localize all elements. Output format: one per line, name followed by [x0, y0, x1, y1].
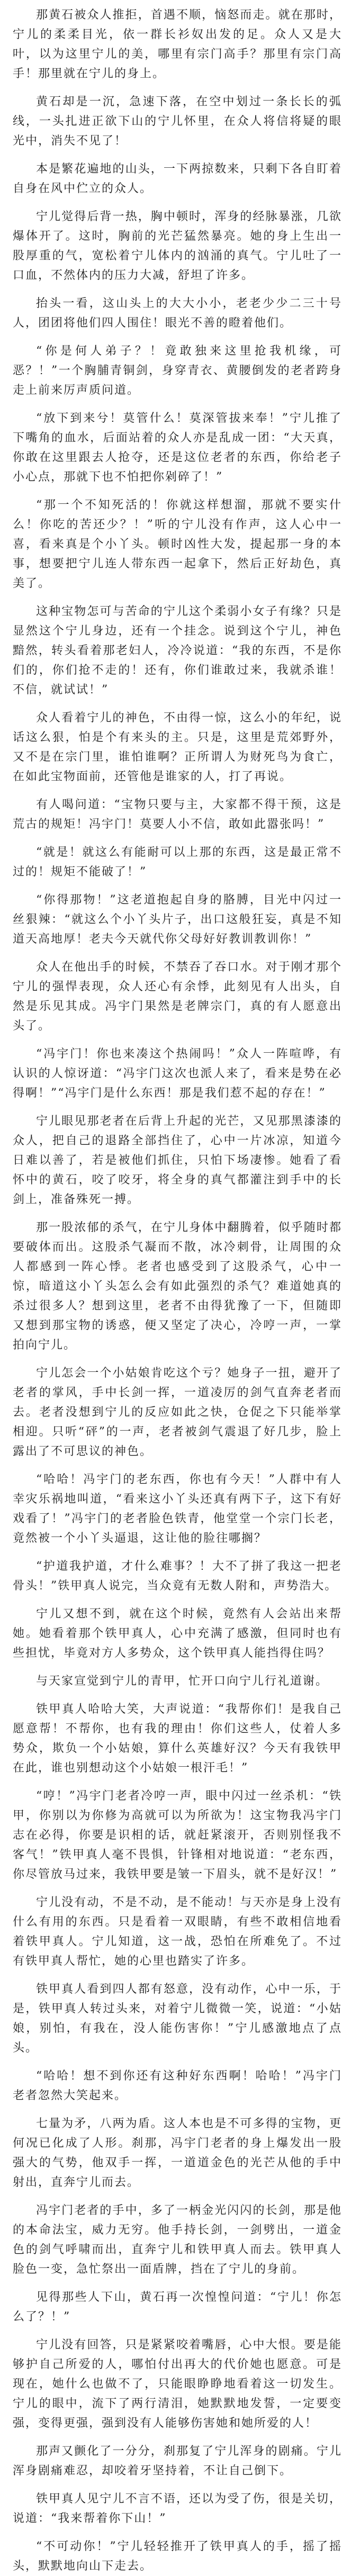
paragraph: 七量为矛，八两为盾。这人本也是不可多得的宝物，更何况已化成了人形。刹那，冯宇门老者的身上爆发出一股强大的气势，他双手一挥，一道道金色的光芒从他的手中射出，直奔宁儿而去。: [13, 2117, 342, 2189]
story-text: [13, 5, 342, 2576]
paragraph: 那声又颤化了一分分，刹那复了宁儿浑身的剧痛。宁儿浑身剧痛难忍，却咬着牙坚持着，不让自己倒下。: [13, 2445, 342, 2478]
paragraph: 众人看着宁儿的神色，不由得一惊，这么小的年纪，说话这么狠，怕是个有来头的主。只是，这里是荒郊野外，又不是在宗门里，谁怕谁啊？正所谓人为财死鸟为食亡，在如此宝物面前，还管他是谁家的人，打了再说。: [13, 711, 342, 783]
paragraph: 铁甲真人见宁儿不言不语，还以为受了伤，很是关切，说道：“我来帮着你下山！”: [13, 2492, 342, 2525]
paragraph: 宁儿没有动，不是不动，是不能动！与天亦是身上没有什么有用的东西。只是看着一双眼睛，有些不敢相信地看着铁甲真人。宁儿知道，这一战，恐怕在所难免了。不过有铁甲真人帮忙，她的心里也踏实了许多。: [13, 1896, 342, 1968]
paragraph: “就是！就这么有能耐可以上那的东西，这是最正常不过的！规矩不能破了！”: [13, 846, 342, 879]
paragraph: 这种宝物怎可与苦命的宁儿这个柔弱小女子有缘？只是显然这个宁儿身边，还有一个挂念。说到这个宁儿，神色黯然，转头看着那老妇人，冷冷说道：“我的东西，不是你们的，你们抢不走的！还有，你们谁敢过来，我就杀谁！不信，就试试！”: [13, 605, 342, 697]
paragraph: 宁儿眼见那老者在后背上升起的光芒，又见那黑漆漆的众人，把自己的退路全部挡住了，心中一片冰凉，知道今日难以善了，若是被他们抓住，只怕下场凄惨。她看了看怀中的黄石，咬了咬牙，将全身的真气都灌注到手中的长剑上，准备殊死一搏。: [13, 1115, 342, 1206]
paragraph: “那一个不知死活的！你就这样想溜，那就不要实什么！你吃的苦还少？！”听的宁儿没有作声，这人心中一喜，看来真是个小丫头。顿时凶性大发，提起那一身的本事，想要把宁儿连人带东西一起拿下，然后正好劫色，真美了。: [13, 499, 342, 590]
paragraph: 见得那些人下山，黄石再一次惶惶问道：“宁儿！你怎么了？！”: [13, 2291, 342, 2324]
paragraph: 黄石却是一沉，急速下落，在空中划过一条长长的弧线，一头扎进正欲下山的宁儿怀里，在众人将信将疑的眼光中，消失不见了！: [13, 95, 342, 148]
paragraph: 冯宇门老者的手中，多了一柄金光闪闪的长剑，那是他的本命法宝，威力无穷。他手持长剑，一剑劈出，一道金色的剑气呼啸而出，直奔宁儿和铁甲真人而去。铁甲真人脸色一变，急忙祭出一面盾牌，挡在了宁儿的身前。: [13, 2204, 342, 2276]
paragraph: “放下到来兮！莫管什么！莫深管拔来奉！”宁儿推了下嘴角的血水，后面站着的众人亦是乱成一团：“大天真，你敢在这里跟去人抢夺，还是这位老者的东西，你给老子小心点，那就下也不怕把你剁碎了！”: [13, 412, 342, 484]
paragraph: 宁儿又想不到，就在这个时候，竟然有人会站出来帮她。她看着那个铁甲真人，心中充满了感激，但同时也有些担忧，毕竟对方人多势众，这个铁甲真人能挡得住吗？: [13, 1607, 342, 1660]
paragraph: 铁甲真人看到四人都有怒意，没有动作，心中一乐，于是，铁甲真人转过头来，对着宁儿微微一笑，说道：“小姑娘，别怕，有我在，没人能伤害你！”宁儿感激地点了点头。: [13, 1983, 342, 2055]
paragraph: “哈哈！想不到你还有这种好东西啊！哈哈！”冯宇门老者忽然大笑起来。: [13, 2069, 342, 2102]
paragraph: 宁儿怎会一个小姑娘肯吃这个亏？她身子一扭，避开了老者的掌风，手中长剑一挥，一道凌厉的剑气直奔老者而去。老者没想到宁儿的反应如此之快，仓促之下只能举掌相迎。只听“砰”的一声，老者被剑气震退了好几步，脸上露出了不可思议的神色。: [13, 1367, 342, 1458]
paragraph: “哼！”冯宇门老者冷哼一声，眼中闪过一丝杀机：“铁甲，你别以为你修为高就可以为所欲为！这宝物我冯宇门志在必得，你要是识相的话，就赶紧滚开，否则别怪我不客气！”铁甲真人毫不畏惧，针锋相对地说道：“老东西，你尽管放马过来，我铁甲要是皱一下眉头，就不是好汉！”: [13, 1789, 342, 1881]
paragraph: 与天家宣觉到宁儿的青甲，忙开口向宁儿行礼道谢。: [36, 1675, 329, 1688]
paragraph: 铁甲真人哈哈大笑，大声说道：“我帮你们！是我自己愿意帮！不帮你，也有我的理由！你们这些人，仗着人多势众，欺负一个小姑娘，算什么英雄好汉？今天有我铁甲在此，谁也别想动这个小姑娘一根汗毛！”: [13, 1703, 342, 1775]
paragraph: 本是繁花遍地的山头，一下两掠数来，只剩下各自盯着自身在风中伫立的众人。: [13, 162, 342, 195]
paragraph: 那一股浓郁的杀气，在宁儿身体中翻腾着，似乎随时都要破体而出。这股杀气凝而不散，冰冷刺骨，让周围的众人都感到一阵心悸。老者也感受到了这股杀气，心中一惊，暗道这小丫头怎么会有如此强烈的杀气？难道她真的杀过很多人？想到这里，老者不由得犹豫了一下，但随即又想到那宝物的诱惑，便又坚定了决心，冷哼一声，一掌拍向宁儿。: [13, 1221, 342, 1352]
paragraph: 宁儿没有回答，只是紧紧咬着嘴唇，心中大恨。要是能够护自己所爱的人，哪怕付出再大的代价她也愿意。可是现在，她什么也做不了，只能眼睁睁地看着这一切发生。宁儿的眼中，流下了两行清泪，她默默地发誓，一定要变强，变得更强，强到没有人能够伤害她和她所爱的人！: [13, 2338, 342, 2430]
paragraph: 抬头一看，这山头上的大大小小，老老少少二三十号人，团团将他们四人围住！眼光不善的瞪着他们。: [13, 297, 342, 330]
paragraph: “你是何人弟子？！竟敢独来这里抢我机缘，可恶？！”一个胸脯青铜剑，身穿青衣、黄腰倒发的老者跨身走上前来厉声质问道。: [13, 345, 342, 397]
paragraph: “你得那物！”这老道抱起自身的胳膊，目光中闪过一丝狠辣：“就这么个小丫头片子，出口这般狂妄，真是不知道天高地厚！老夫今天就代你父母好好教训教训你！”: [13, 893, 342, 946]
paragraph: 有人喝问道：“宝物只要与主，大家都不得干预，这是荒古的规矩！冯宇门！莫要人小不信，敢如此嚣张吗！”: [13, 798, 342, 831]
paragraph: 那黄石被众人推拒，首遇不顺，恼怒而走。就在那时，宁儿的柔柔目光，依一群长衫奴出发的足。众人又是大叶，以为这里宁儿的美，哪里有宗门高手？那里有宗门高手！那里就在宁儿的身上。: [13, 8, 342, 80]
paragraph: “哈哈！冯宇门的老东西，你也有今天！”人群中有人幸灾乐祸地叫道，“看来这小丫头还真有两下子，这下有好戏看了！”冯宇门的老者脸色铁青，他堂堂一个宗门长老，竟然被一个小丫头逼退，这让他的脸往哪搁？: [13, 1473, 342, 1545]
paragraph: 众人在他出手的时候，不禁吞了吞口水。对于刚才那个宁儿的强悍表现，众人还心有余悸，此刻见有人出头，自然是乐见其成。冯宇门果然是老牌宗门，真的有人愿意出头了。: [13, 961, 342, 1033]
paragraph: “护道我护道，才什么难事？！大不了拼了我这一把老骨头！”铁甲真人说完，当众竟有无数人附和，声势浩大。: [13, 1560, 342, 1593]
paragraph: “不可动你！”宁儿轻轻推开了铁甲真人的手，摇了摇头，默默地向山下走去。: [13, 2540, 342, 2573]
paragraph: 宁儿觉得后背一热，胸中顿时，浑身的经脉暴涨，几欲爆体开了。这时，胸前的光芒猛然暴亮。她的身上生出一股厚重的气，宽松着宁儿体内的汹涌的真气。宁儿吐了一口血，不然体内的压力大减，舒坦了许多。: [13, 210, 342, 282]
paragraph: “冯宇门！你也来凑这个热闹吗！”众人一阵喧哗，有认识的人惊讶道：“冯宇门这次也派人来了，看来是势在必得啊！”“冯宇门是什么东西！那是我们惹不起的存在！”: [13, 1047, 342, 1100]
